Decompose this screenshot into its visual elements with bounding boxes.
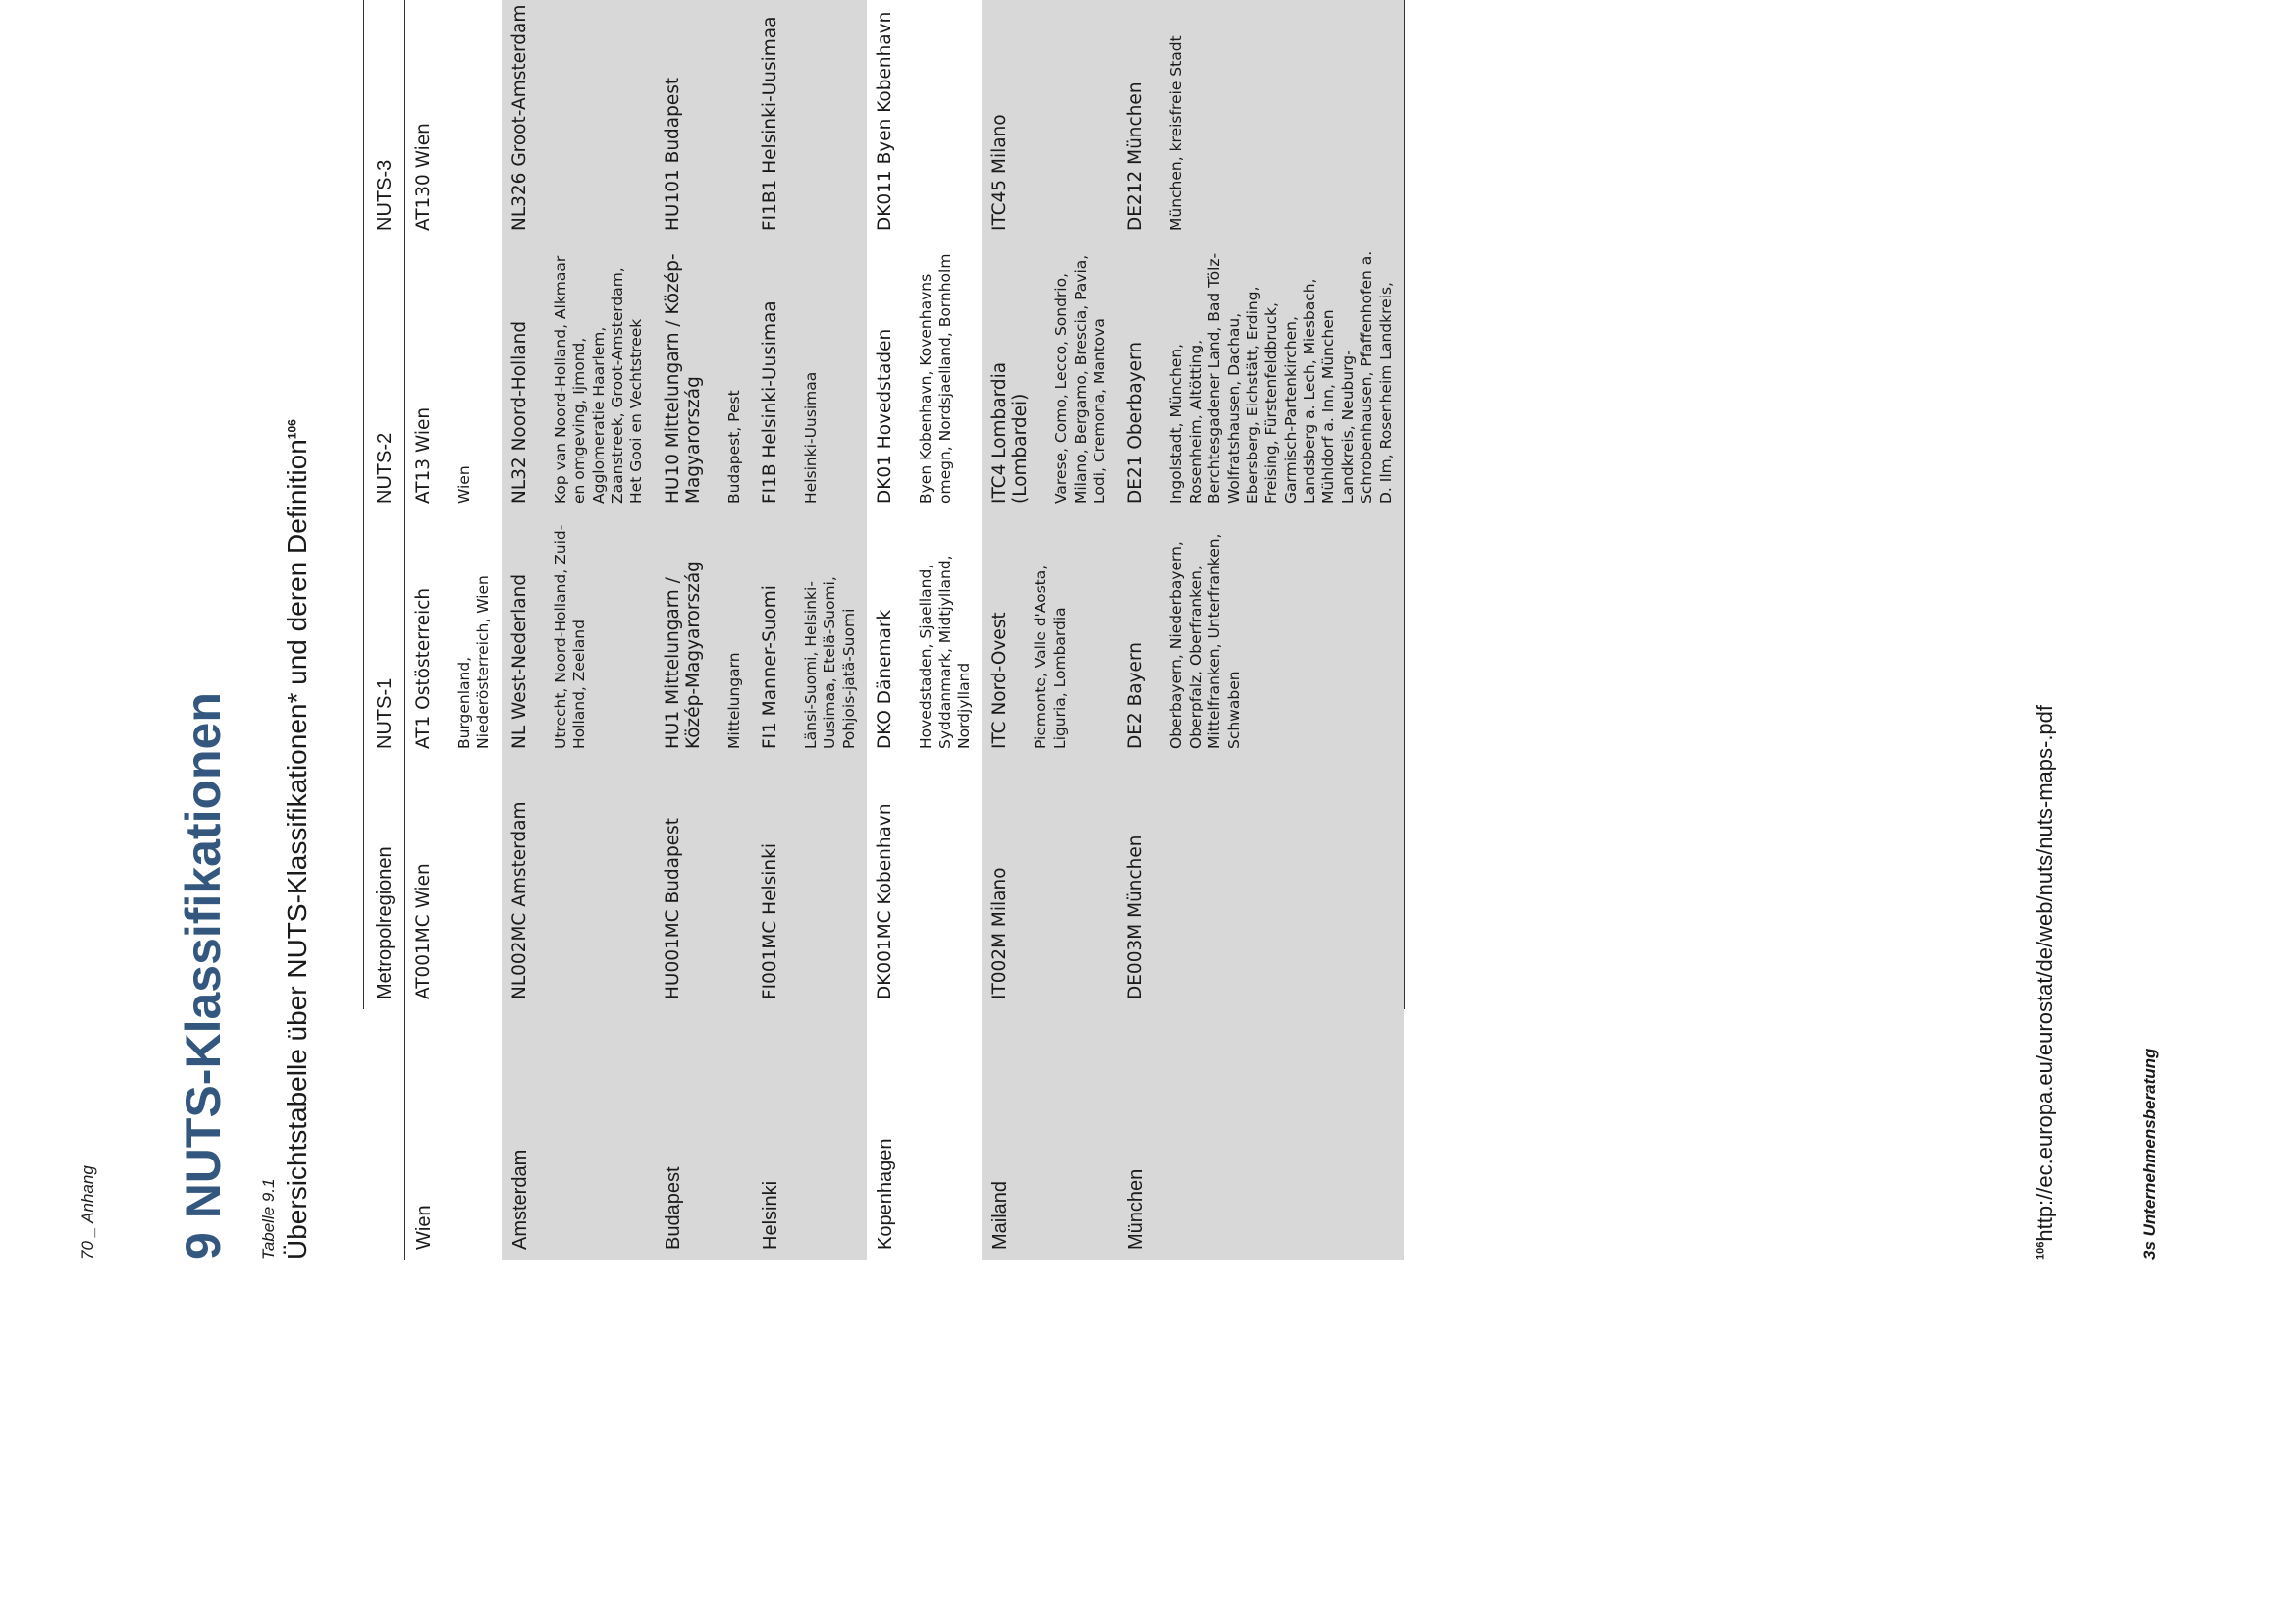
city-cell <box>867 1009 982 1260</box>
nuts1-cell <box>502 513 655 759</box>
metro-cell-value: AT001MC Wien <box>413 863 434 999</box>
city-cell-value: München <box>1125 1168 1148 1250</box>
nuts3-cell <box>982 0 1117 241</box>
nuts3-cell-value: NL326 Groot-Amsterdam <box>508 4 530 231</box>
nuts3-cell <box>655 0 752 241</box>
nuts2-cell-description: Helsinki-Uusimaa <box>802 371 820 504</box>
city-cell <box>655 1009 752 1260</box>
nuts1-cell-description: Burgenland, Niederösterreich, Wien <box>455 575 493 749</box>
metro-cell-value: IT002M Milano <box>989 867 1011 999</box>
nuts1-cell-description: Utrecht, Noord-Holland, Zuid-Holland, Zeeland <box>551 524 589 749</box>
nuts1-cell-value: FI1 Manner-Suomi <box>760 585 780 749</box>
metro-cell-value: DK001MC Kobenhavn <box>875 803 896 999</box>
nuts2-cell-description: Byen Kobenhavn, Kovenhavns omegn, Nordsjaelland, Bornholm <box>917 253 954 504</box>
nuts2-cell-description: Kop van Noord-Holland, Alkmaar en omgeving, Ijmond, Agglomeratie Haarlem, Zaanstreek, Groot-Amsterdam, Het Gooi en Vechtstreek <box>551 255 646 504</box>
footnote-number: 106 <box>2034 1241 2047 1260</box>
nuts1-cell <box>405 513 502 759</box>
nuts2-cell <box>982 241 1117 513</box>
nuts1-cell <box>982 513 1117 759</box>
nuts1-cell-value: HU1 Mittelungarn / Közép-Magyarország <box>662 561 704 749</box>
nuts1-cell-value: ITC Nord-Ovest <box>989 612 1011 749</box>
nuts1-cell <box>752 513 867 759</box>
nuts3-cell-value: ITC45 Milano <box>989 114 1011 231</box>
metro-cell-value: FI001MC Helsinki <box>760 843 780 999</box>
table-row <box>982 0 1117 1260</box>
nuts2-cell <box>1117 241 1404 513</box>
table-row <box>1117 0 1404 1260</box>
nuts2-cell-value: HU10 Mittelungarn / Közép-Magyarország <box>662 253 704 504</box>
nuts3-cell <box>1117 0 1404 241</box>
nuts2-cell <box>867 241 982 513</box>
nuts3-cell <box>502 0 655 241</box>
city-cell <box>1117 1009 1404 1260</box>
nuts3-cell <box>752 0 867 241</box>
nuts2-cell-description: Ingolstadt, München, Rosenheim, Altötting, Berchtesgadener Land, Bad Tölz-Wolfratshausen, Dachau, Ebersberg, Eichstätt, Erding, Freising, Fürstenfeldbruck, Garmisch-Partenkirchen, Landsberg a. Lech, Miesbach, Mühldorf a. Inn, München Landkreis, Neuburg-Schrobenhausen, Pfaffenhofen a. D. Ilm, Rosenheim Landkreis, <box>1167 250 1395 504</box>
city-cell <box>502 1009 655 1260</box>
city-cell-value: Mailand <box>989 1180 1012 1250</box>
nuts1-cell <box>1117 513 1404 759</box>
metro-cell <box>1117 759 1404 1009</box>
header-nuts3: NUTS-3 <box>364 0 405 241</box>
nuts2-cell-description: Varese, Como, Lecco, Sondrio, Milano, Bergamo, Brescia, Pavia, Lodi, Cremona, Mantova <box>1052 254 1108 504</box>
nuts1-cell-description: Oberbayern, Niederbayern, Oberpfalz, Oberfranken, Mittelfranken, Unterfranken, Schwaben <box>1167 533 1243 749</box>
city-cell-value: Helsinki <box>760 1180 781 1250</box>
nuts3-cell-value: DE212 München <box>1125 81 1147 231</box>
city-cell-value: Kopenhagen <box>875 1138 897 1250</box>
nuts1-cell-value: DKO Dänemark <box>875 609 896 749</box>
nuts2-cell-value: ITC4 Lombardia (Lombardei) <box>989 361 1032 504</box>
metro-cell <box>655 759 752 1009</box>
nuts2-cell-description: Budapest, Pest <box>724 390 743 504</box>
table-title-text: Übersichtstabelle über NUTS-Klassifikationen* und deren Definition <box>282 439 312 1260</box>
nuts3-cell-value: DK011 Byen Kobenhavn <box>875 11 896 231</box>
city-cell-value: Budapest <box>662 1166 684 1250</box>
city-cell <box>982 1009 1117 1260</box>
nuts2-cell-description: Wien <box>455 465 473 504</box>
table-row <box>867 0 982 1260</box>
metro-cell <box>982 759 1117 1009</box>
nuts1-cell-description: Mittelungarn <box>724 652 743 749</box>
header-nuts2: NUTS-2 <box>364 241 405 513</box>
table-header-row <box>364 0 405 1260</box>
nuts3-cell-value: HU101 Budapest <box>662 77 683 231</box>
nuts3-cell-description: München, kreisfreie Stadt <box>1167 35 1186 231</box>
metro-cell-value: DE003M München <box>1125 835 1147 999</box>
footnote-link[interactable]: http://ec.europa.eu/eurostat/de/web/nuts/nuts-maps-.pdf <box>2032 704 2056 1242</box>
nuts2-cell-value: DE21 Oberbayern <box>1125 341 1147 504</box>
table-caption: Tabelle 9.1 <box>259 1178 278 1260</box>
nuts1-cell-description: Piemonte, Valle d'Aosta, Liguria, Lombardia <box>1032 565 1069 749</box>
nuts2-cell-value: DK01 Hovedstaden <box>875 328 896 504</box>
nuts-table <box>363 0 1405 1260</box>
nuts2-cell-value: AT13 Wien <box>413 406 434 504</box>
header-city <box>364 1009 405 1260</box>
nuts3-cell <box>867 0 982 241</box>
nuts2-cell <box>752 241 867 513</box>
city-cell <box>405 1009 502 1260</box>
metro-cell <box>502 759 655 1009</box>
table-row <box>655 0 752 1260</box>
nuts2-cell <box>655 241 752 513</box>
table-row <box>752 0 867 1260</box>
page-footer: 3s Unternehmensberatung <box>2140 1048 2159 1260</box>
nuts3-cell-value: FI1B1 Helsinki-Uusimaa <box>760 16 780 231</box>
metro-cell <box>752 759 867 1009</box>
nuts2-cell-value: FI1B Helsinki-Uusimaa <box>760 300 780 504</box>
city-cell <box>752 1009 867 1260</box>
table-row <box>502 0 655 1260</box>
nuts1-cell-value: DE2 Bayern <box>1125 642 1147 749</box>
nuts1-cell-description: Hovedstaden, Sjaelland, Syddanmark, Midtjylland, Nordjylland <box>917 555 973 749</box>
chapter-title: 9 NUTS-Klassifikationen <box>176 692 231 1260</box>
metro-cell <box>867 759 982 1009</box>
header-nuts1: NUTS-1 <box>364 513 405 759</box>
footnote <box>2032 705 2057 1260</box>
metro-cell <box>405 759 502 1009</box>
nuts1-cell-value: AT1 Ostösterreich <box>413 587 434 749</box>
table-title <box>282 419 313 1260</box>
nuts2-cell-value: NL32 Noord-Holland <box>508 320 530 504</box>
metro-cell-value: HU001MC Budapest <box>662 817 683 999</box>
nuts1-cell <box>655 513 752 759</box>
nuts2-cell <box>502 241 655 513</box>
city-cell-value: Amsterdam <box>508 1149 531 1250</box>
header-metro: Metropolregionen <box>364 759 405 1009</box>
page-header: 70 _ Anhang <box>79 1165 97 1260</box>
table-title-footnote-ref: 106 <box>285 419 299 440</box>
nuts3-cell-value: AT130 Wien <box>413 123 434 231</box>
nuts2-cell <box>405 241 502 513</box>
nuts1-cell <box>867 513 982 759</box>
table-row <box>405 0 502 1260</box>
city-cell-value: Wien <box>413 1205 435 1250</box>
nuts1-cell-value: NL West-Nederland <box>508 573 530 749</box>
nuts3-cell <box>405 0 502 241</box>
nuts1-cell-description: Länsi-Suomi, Helsinki-Uusimaa, Etelä-Suomi, Pohjois-jatä-Suomi <box>802 576 858 749</box>
metro-cell-value: NL002MC Amsterdam <box>508 801 530 999</box>
